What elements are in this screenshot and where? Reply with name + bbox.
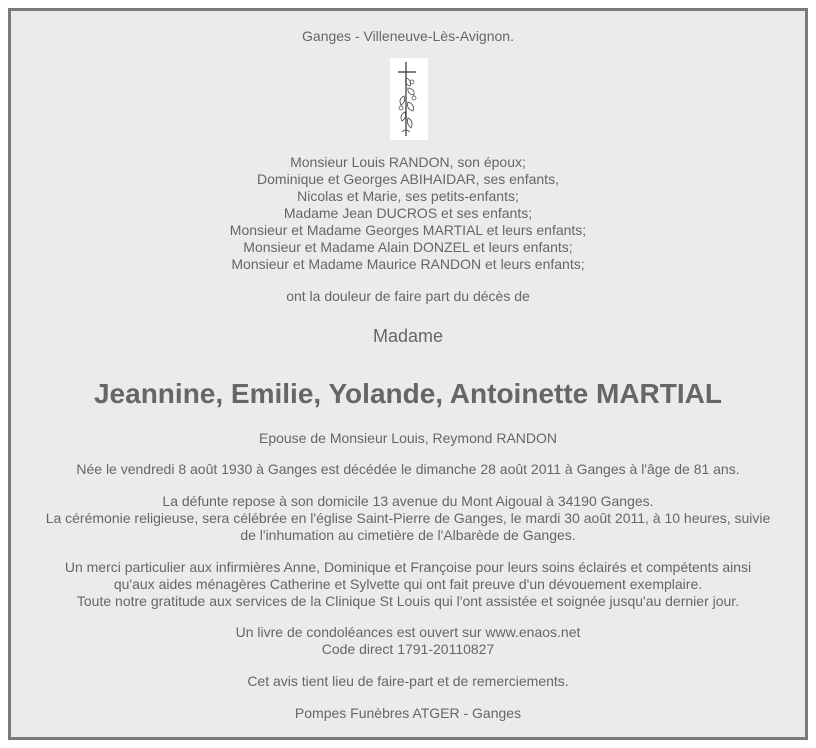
thanks-paragraph xyxy=(11,559,805,610)
birth-death-line: Née le vendredi 8 août 1930 à Ganges est décédée le dimanche 28 août 2011 à Ganges à l'âge de 81 ans. xyxy=(76,461,740,477)
funeral-line: La défunte repose à son domicile 13 avenue du Mont Aigoual à 34190 Ganges. xyxy=(162,493,654,509)
condolences-info xyxy=(11,624,805,658)
spouse-line: Epouse de Monsieur Louis, Reymond RANDON xyxy=(258,430,558,446)
funeral-line: La cérémonie religieuse, sera célébrée en l'église Saint-Pierre de Ganges, le mardi 30 août 2011, à 10 heures, suivie xyxy=(45,510,771,526)
family-member: Nicolas et Marie, ses petits-enfants; xyxy=(297,188,519,204)
family-member: Monsieur et Madame Alain DONZEL et leurs enfants; xyxy=(243,239,573,255)
thanks-line: Un merci particulier aux infirmières Anne, Dominique et Françoise pour leurs soins éclairés et compétents ainsi xyxy=(64,559,752,575)
location: Ganges - Villeneuve-Lès-Avignon. xyxy=(302,28,514,44)
funeral-info xyxy=(11,493,805,544)
funeral-home: Pompes Funèbres ATGER - Ganges xyxy=(294,705,522,721)
title-madame: Madame xyxy=(372,326,444,346)
announcement: ont la douleur de faire part du décès de xyxy=(286,288,530,304)
thanks-line: qu'aux aides ménagères Catherine et Sylvette qui ont fait preuve d'un dévouement exemplaire. xyxy=(113,576,703,592)
condolences-code: Code direct 1791-20110827 xyxy=(321,641,495,657)
family-member: Monsieur et Madame Maurice RANDON et leurs enfants; xyxy=(231,256,585,272)
thanks-line: Toute notre gratitude aux services de la Clinique St Louis qui l'ont assistée et soignée jusqu'au dernier jour. xyxy=(76,593,740,609)
family-list xyxy=(11,154,805,273)
family-member: Dominique et Georges ABIHAIDAR, ses enfants, xyxy=(257,171,559,187)
cross-with-flowers-icon xyxy=(390,58,428,140)
condolences-line: Un livre de condoléances est ouvert sur www.enaos.net xyxy=(235,624,581,640)
family-member: Monsieur et Madame Georges MARTIAL et leurs enfants; xyxy=(229,222,587,238)
deceased-name: Jeannine, Emilie, Yolande, Antoinette MARTIAL xyxy=(93,378,722,409)
family-member: Monsieur Louis RANDON, son époux; xyxy=(290,154,526,170)
obituary-notice xyxy=(8,8,808,740)
funeral-line: de l'inhumation au cimetière de l'Albarède de Ganges. xyxy=(240,527,576,543)
family-member: Madame Jean DUCROS et ses enfants; xyxy=(283,205,533,221)
notice-line: Cet avis tient lieu de faire-part et de remerciements. xyxy=(247,673,569,689)
